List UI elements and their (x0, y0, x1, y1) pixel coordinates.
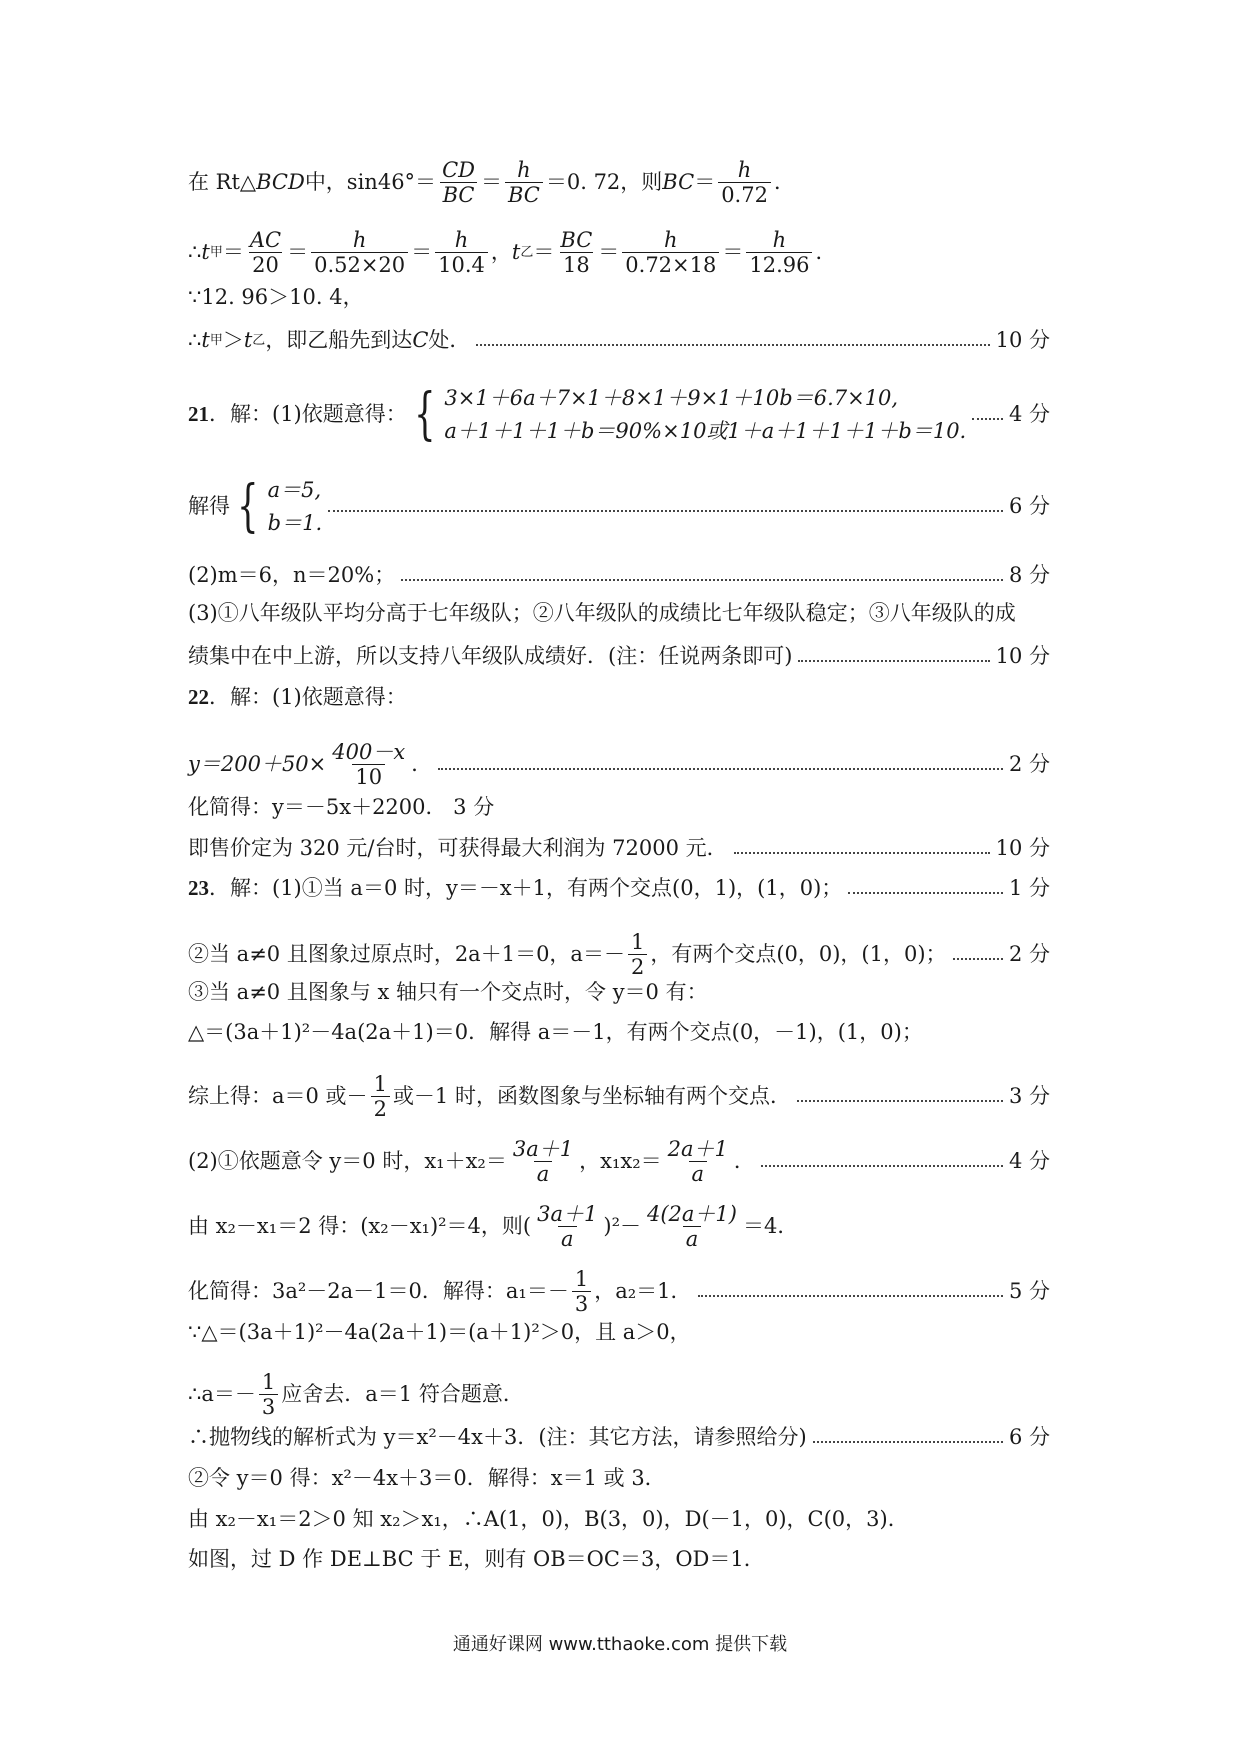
numerator: 1 (574, 1267, 589, 1291)
brace-icon: { (237, 473, 259, 539)
equation-system (230, 474, 322, 539)
fraction (746, 228, 812, 277)
sale-line (188, 838, 1050, 859)
q23-line (188, 878, 1050, 899)
text: 解得 (188, 494, 230, 519)
construction-line (188, 1549, 1050, 1570)
numerator: 1 (373, 1072, 387, 1096)
numerator: CD (442, 158, 475, 182)
denominator: a (683, 1226, 702, 1251)
fraction-h-bc (505, 158, 543, 207)
score: 5 分 (1008, 1279, 1050, 1304)
text: ，x₁x₂＝ (579, 1149, 662, 1174)
text: 处． (428, 328, 471, 352)
roots-line (188, 1468, 1050, 1489)
text: ＝ (533, 240, 555, 265)
subscript: 乙 (252, 333, 266, 348)
numerator: 4(2a＋1) (647, 1202, 737, 1226)
fraction (572, 1267, 591, 1316)
q21-system-line (188, 382, 1050, 447)
text: )²－ (603, 1214, 641, 1239)
text: ，a₂＝1． (594, 1279, 692, 1304)
subscript: 甲 (209, 333, 223, 348)
text: ＝ (722, 240, 744, 265)
denominator: 3 (259, 1394, 278, 1419)
text: (2)m＝6，n＝20%； (188, 563, 396, 587)
text: ，有两个交点(0，0)，(1，0)； (650, 942, 947, 967)
fraction (628, 930, 647, 979)
dot-leader (761, 1165, 1003, 1167)
text: 由 x₂－x₁＝2 得：(x₂－x₁)²＝4，则( (188, 1214, 532, 1239)
numerator: AC (249, 228, 282, 252)
fraction (644, 1202, 740, 1251)
text: ＝0. 72，则 (545, 170, 663, 195)
dot-leader (328, 510, 1003, 512)
denominator: 12.96 (746, 252, 812, 277)
dot-leader (401, 579, 1003, 581)
text: 如图，过 D 作 DE⊥BC 于 E，则有 OB＝OC＝3，OD＝1． (188, 1547, 765, 1571)
text: ．解：(1)依题意得： (209, 685, 407, 709)
discriminant-positive-line (188, 1322, 1050, 1343)
summary-line (188, 1072, 1050, 1121)
fraction-cd-bc (439, 158, 478, 207)
y-formula-line (188, 740, 1050, 789)
denominator: BC (440, 182, 478, 207)
text: y＝200＋50× (188, 752, 327, 777)
compare-line (188, 287, 1050, 308)
text: ．解：(1)依题意得： (209, 402, 407, 427)
text: (2)①依题意令 y＝0 时，x₁＋x₂＝ (188, 1149, 507, 1174)
numerator: 2a＋1 (667, 1137, 728, 1161)
brace-icon: { (413, 381, 436, 447)
text: △＝(3a＋1)²－4a(2a＋1)＝0．解得 a＝－1，有两个交点(0，－1)，(1，0)； (188, 1020, 923, 1044)
numerator: 1 (630, 930, 645, 954)
subscript: 乙 (520, 245, 534, 261)
equation-row: 3×1＋6a＋7×1＋8×1＋9×1＋10b＝6.7×10, (444, 386, 899, 410)
fraction (371, 1072, 390, 1121)
text: 由 x₂－x₁＝2＞0 知 x₂＞x₁，∴A(1，0)，B(3，0)，D(－1，0)，C(0，3)． (188, 1507, 909, 1531)
dot-leader (476, 344, 989, 346)
score: 6 分 (1008, 494, 1050, 519)
text: ． (733, 1149, 755, 1174)
text: t (243, 328, 253, 352)
discriminant-line (188, 1022, 1050, 1043)
numerator: h (352, 228, 367, 252)
text: ＝4． (743, 1214, 799, 1239)
text: ＝ (694, 170, 716, 195)
text: ＝ (480, 170, 502, 195)
text: ∵△＝(3a＋1)²－4a(2a＋1)＝(a＋1)²＞0，且 a＞0， (188, 1320, 691, 1344)
equation-row: b＝1. (267, 510, 323, 535)
denominator: 20 (249, 252, 282, 277)
numerator: h (454, 228, 469, 252)
fraction (534, 1202, 600, 1251)
text: ②当 a≠0 且图象过原点时，2a＋1＝0，a＝－ (188, 942, 625, 967)
case2-line (188, 930, 1050, 979)
text: BC (662, 170, 695, 195)
text: 应舍去．a＝1 符合题意． (281, 1382, 524, 1407)
denominator: 18 (560, 252, 593, 277)
text: BCD (256, 170, 305, 195)
fraction (510, 1137, 576, 1186)
equation-row: a＋1＋1＋1＋b＝90%×10或1＋a＋1＋1＋1＋b＝10. (444, 418, 967, 443)
score: 2 分 (1008, 942, 1050, 967)
text: ②令 y＝0 得：x²－4x＋3＝0．解得：x＝1 或 3． (188, 1466, 666, 1490)
part3-line-2 (188, 646, 1050, 667)
score: 8 分 (1008, 563, 1050, 587)
vieta-line (188, 1137, 1050, 1186)
numerator: 3a＋1 (512, 1137, 574, 1161)
fraction (311, 228, 408, 277)
score: 1 分 (1008, 876, 1050, 900)
score: 10 分 (995, 836, 1050, 860)
denominator: 3 (572, 1291, 591, 1316)
denominator: a (689, 1161, 708, 1186)
text: ＞ (222, 328, 244, 352)
text: 绩集中在中上游，所以支持八年级队成绩好．(注：任说两条即可) (188, 644, 793, 668)
equation-row: a＝5, (267, 478, 322, 502)
dot-leader (798, 660, 989, 662)
numerator: h (517, 158, 531, 182)
denominator: 2 (628, 954, 647, 979)
text: 在 Rt△ (188, 170, 257, 195)
text: t (201, 328, 210, 352)
denominator: 0.72×18 (622, 252, 719, 277)
simplify-line (188, 797, 1050, 818)
fraction (329, 740, 408, 789)
score: 10 分 (995, 328, 1050, 352)
text: ∵12. 96＞10. 4， (188, 285, 364, 309)
text: ∴ (188, 328, 202, 352)
text: ＝ (411, 240, 433, 265)
text: ③当 a≠0 且图象与 x 轴只有一个交点时，令 y＝0 有： (188, 980, 708, 1004)
text: ∴ (188, 240, 202, 265)
score: 3 分 (1008, 1084, 1050, 1109)
denominator: 0.52×20 (311, 252, 408, 277)
fraction (247, 228, 284, 277)
part2-line (188, 565, 1050, 586)
numerator: h (664, 228, 678, 252)
denominator: a (534, 1161, 553, 1186)
numerator: 1 (261, 1370, 276, 1394)
difference-line (188, 1202, 1050, 1251)
parabola-line (188, 1427, 1050, 1448)
dot-leader (734, 852, 990, 854)
text: ＝ (222, 240, 244, 265)
denominator: 10.4 (435, 252, 488, 277)
text: (3)①八年级队平均分高于七年级队；②八年级队的成绩比七年级队稳定；③八年级队的成 (188, 601, 1016, 625)
dot-leader (972, 418, 1003, 420)
numerator: 3a＋1 (537, 1202, 598, 1226)
text: ． (411, 752, 433, 777)
text: 化简得：y＝－5x＋2200． 3 分 (188, 795, 495, 819)
text: 化简得：3a²－2a－1＝0．解得：a₁＝－ (188, 1279, 569, 1304)
numerator: 400－x (332, 740, 406, 764)
q22-line (188, 687, 1050, 708)
text: t (511, 240, 521, 265)
text: ，即乙船先到达 (265, 328, 413, 352)
text: ． (773, 170, 795, 195)
score: 10 分 (995, 644, 1050, 668)
solution-line (188, 474, 1050, 539)
conclusion-line (188, 330, 1050, 351)
text: 即售价定为 320 元/台时，可获得最大利润为 72000 元． (188, 836, 728, 860)
dot-leader (953, 958, 1003, 960)
fraction (665, 1137, 731, 1186)
fraction (622, 228, 719, 277)
dot-leader (848, 892, 1003, 894)
score: 4 分 (1008, 1149, 1050, 1174)
denominator: 10 (352, 764, 385, 789)
score: 6 分 (1008, 1425, 1050, 1449)
question-number: 21 (188, 402, 209, 427)
text: 中，sin46°＝ (304, 170, 437, 195)
text: ＝ (287, 240, 309, 265)
denominator: a (558, 1226, 577, 1251)
subscript: 甲 (209, 245, 223, 261)
denominator: 2 (371, 1096, 390, 1121)
fraction (435, 228, 488, 277)
fraction-h-072 (718, 158, 771, 207)
sin-equation-line (188, 158, 1050, 207)
text: ． (815, 240, 837, 265)
denominator: BC (505, 182, 543, 207)
equation-system (407, 382, 966, 447)
case3-line (188, 982, 1050, 1003)
fraction (259, 1370, 278, 1419)
text: ， (490, 240, 512, 265)
question-number: 22 (188, 685, 209, 709)
text: ∴a＝－ (188, 1382, 256, 1407)
dot-leader (813, 1441, 1003, 1443)
question-number: 23 (188, 876, 209, 900)
reject-line (188, 1370, 1050, 1419)
part3-line (188, 603, 1050, 624)
numerator: BC (560, 228, 593, 252)
dot-leader (438, 768, 1003, 770)
fraction (557, 228, 595, 277)
numerator: h (737, 158, 752, 182)
numerator: h (772, 228, 787, 252)
time-equation-line (188, 228, 1050, 277)
score: 4 分 (1008, 402, 1050, 427)
text: t (201, 240, 210, 265)
text: C (412, 328, 429, 352)
text: ∴抛物线的解析式为 y＝x²－4x＋3．(注：其它方法，请参照给分) (188, 1425, 807, 1449)
text: ．解：(1)①当 a＝0 时，y＝－x＋1，有两个交点(0，1)，(1，0)； (209, 876, 843, 900)
dot-leader (698, 1295, 1003, 1297)
points-line (188, 1509, 1050, 1530)
text: 或－1 时，函数图象与坐标轴有两个交点． (392, 1084, 791, 1109)
text: 综上得：a＝0 或－ (188, 1084, 368, 1109)
text: ＝ (598, 240, 620, 265)
score: 2 分 (1008, 752, 1050, 777)
quadratic-line (188, 1267, 1050, 1316)
dot-leader (797, 1100, 1003, 1102)
denominator: 0.72 (718, 182, 771, 207)
page-footer: 通通好课网 www.tthaoke.com 提供下载 (452, 1634, 788, 1655)
